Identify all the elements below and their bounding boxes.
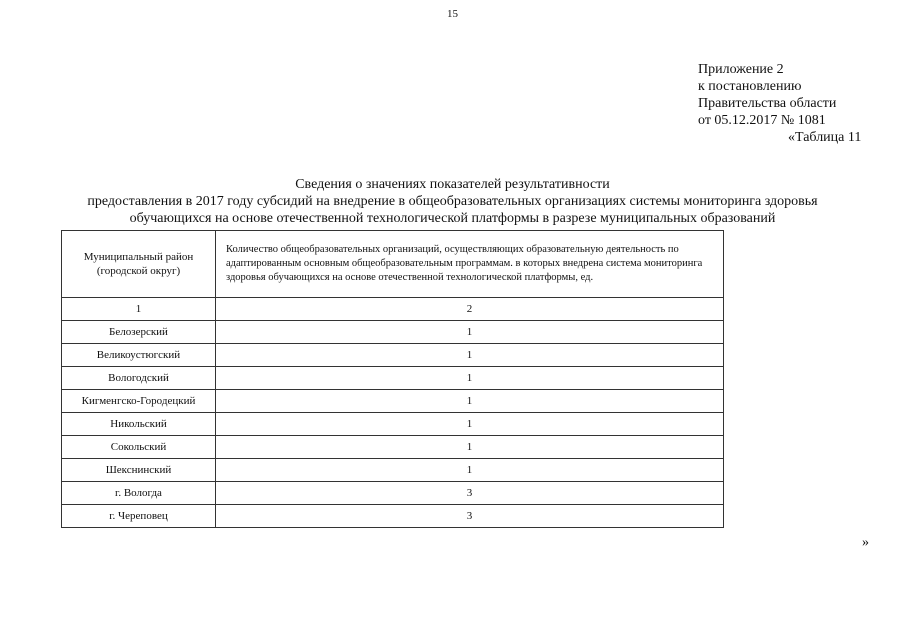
column-header-district: Муниципальный район (городской округ)	[62, 231, 216, 298]
closing-quote: »	[862, 535, 869, 550]
district-cell: г. Череповец	[62, 505, 216, 528]
district-cell: Вологодский	[62, 367, 216, 390]
table-row	[62, 321, 724, 344]
column-number-row	[62, 298, 724, 321]
table-row	[62, 367, 724, 390]
page-number: 15	[447, 8, 458, 20]
district-cell: Никольский	[62, 413, 216, 436]
value-cell: 3	[216, 482, 724, 505]
column-header-count: Количество общеобразовательных организаций, осуществляющих образовательную деятельность по адаптированным основным общеобразовательным программам. в которых внедрена система мониторинга здоровья обучающихся на основе отечественной технологической платформы, ед.	[216, 231, 724, 298]
appendix-line: Приложение 2	[698, 62, 784, 77]
district-cell: Кигменгско-Городецкий	[62, 390, 216, 413]
column-number: 1	[62, 298, 216, 321]
table-row	[62, 505, 724, 528]
value-cell: 3	[216, 505, 724, 528]
header-row	[62, 231, 724, 298]
district-cell: Сокольский	[62, 436, 216, 459]
district-cell: г. Вологда	[62, 482, 216, 505]
value-cell: 1	[216, 321, 724, 344]
table-row	[62, 436, 724, 459]
district-cell: Шекснинский	[62, 459, 216, 482]
table-row	[62, 344, 724, 367]
value-cell: 1	[216, 344, 724, 367]
value-cell: 1	[216, 367, 724, 390]
table-row	[62, 390, 724, 413]
title-line: Сведения о значениях показателей результативности	[295, 177, 610, 192]
value-cell: 1	[216, 459, 724, 482]
district-cell: Великоустюгский	[62, 344, 216, 367]
results-table	[61, 230, 724, 528]
document-title	[0, 176, 905, 227]
value-cell: 1	[216, 436, 724, 459]
column-number: 2	[216, 298, 724, 321]
value-cell: 1	[216, 413, 724, 436]
value-cell: 1	[216, 390, 724, 413]
appendix-line: к постановлению	[698, 79, 802, 94]
appendix-line: Правительства области	[698, 96, 837, 111]
table-row	[62, 413, 724, 436]
district-cell: Белозерский	[62, 321, 216, 344]
title-line: предоставления в 2017 году субсидий на внедрение в общеобразовательных организациях системы мониторинга здоровья	[87, 194, 818, 209]
table-row	[62, 482, 724, 505]
table-number: «Таблица 11	[788, 130, 862, 145]
table-row	[62, 459, 724, 482]
title-line: обучающихся на основе отечественной технологической платформы в разрезе муниципальных образований	[129, 211, 776, 226]
appendix-block	[698, 61, 861, 146]
appendix-line: от 05.12.2017 № 1081	[698, 113, 826, 128]
